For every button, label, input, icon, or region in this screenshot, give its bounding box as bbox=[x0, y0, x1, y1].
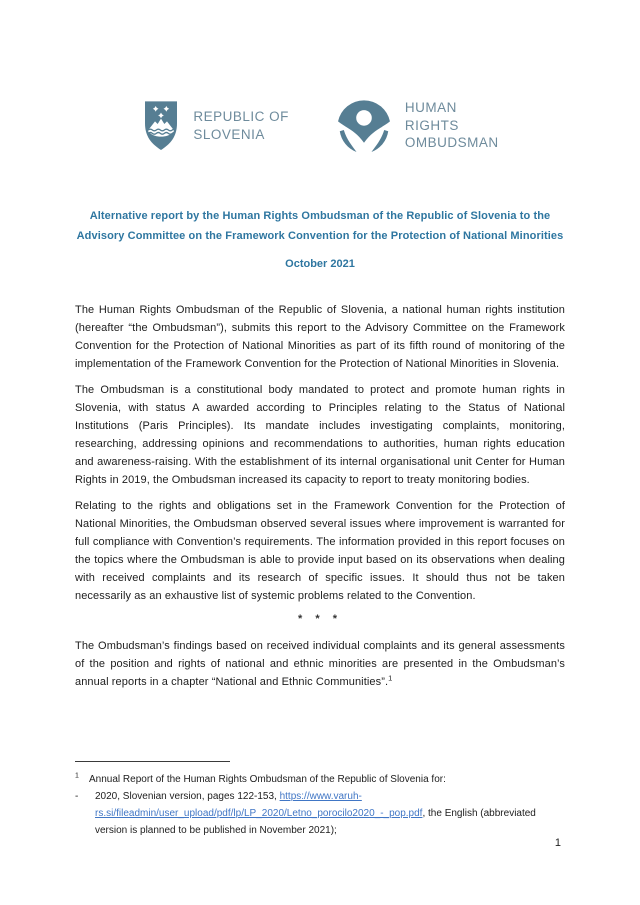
slovenia-logo-line: SLOVENIA bbox=[193, 126, 265, 142]
ombudsman-logo-text bbox=[405, 99, 499, 152]
asterisk-separator: * * * bbox=[298, 613, 342, 625]
footnote-area bbox=[75, 761, 565, 839]
ombudsman-logo-line: OMBUDSMAN bbox=[404, 135, 499, 151]
footnote-item-dash: - bbox=[75, 791, 79, 802]
ombudsman-logo-line: RIGHTS bbox=[404, 117, 459, 133]
page-number: 1 bbox=[554, 837, 561, 849]
ombudsman-logo bbox=[335, 96, 499, 156]
footnote-separator-rule bbox=[75, 761, 230, 762]
report-date: October 2021 bbox=[285, 258, 355, 270]
footnote-marker bbox=[75, 771, 89, 788]
footnote-marker-number: 1 bbox=[75, 772, 79, 780]
ombudsman-logo-line: HUMAN bbox=[404, 100, 457, 116]
footnote-link[interactable]: https://www.varuh-rs.si/fileadmin/user_upload/pdf/lp/LP_2020/Letno_porocilo2020_-_pop.pdf bbox=[95, 791, 423, 819]
footnote-item-before-link: 2020, Slovenian version, pages 122-153, bbox=[95, 791, 280, 802]
footnote-item-after-link: , the English (abbreviated version is planned to be published in November 2021); bbox=[95, 808, 536, 836]
paragraph-introduction: The Human Rights Ombudsman of the Republic of Slovenia, a national human rights institution (hereafter “the Ombudsman”), submits this report to the Advisory Committee on the Framework Convention for the Protection of National Minorities as part of its fifth round of monitoring of the implementation of the Framework Convention for the Protection of National Minorities in Slovenia. bbox=[75, 304, 565, 370]
slovenia-logo-text bbox=[193, 108, 289, 143]
footnote-entry bbox=[75, 771, 565, 788]
report-body bbox=[75, 301, 565, 691]
footnote-text: Annual Report of the Human Rights Ombudsman of the Republic of Slovenia for: bbox=[89, 774, 446, 785]
report-title-line: Alternative report by the Human Rights Ombudsman of the Republic of Slovenia to the bbox=[89, 210, 551, 222]
footnote-item-text bbox=[95, 788, 565, 839]
slovenia-logo-line: REPUBLIC OF bbox=[193, 109, 289, 124]
paragraph-mandate: The Ombudsman is a constitutional body mandated to protect and promote human rights in Slovenia, with status A awarded according to Principles relating to the Status of National Institutions (Paris Principles). Its mandate includes investigating complaints, monitoring, researching, addressing opinions and recommendations to authorities, human rights education and awareness-raising. With the establishment of its internal organisational unit Center for Human Rights in 2019, the Ombudsman increased its capacity to report to treaty monitoring bodies. bbox=[75, 384, 565, 486]
report-title-block bbox=[65, 206, 575, 270]
footnote-list-item bbox=[75, 788, 565, 839]
closing-paragraph-text: The Ombudsman’s findings based on received individual complaints and its general assessments of the position and rights of national and ethnic minorities are presented in the Ombudsman’s annual reports in a chapter “National and Ethnic Communities”. bbox=[75, 640, 565, 688]
paragraph-scope: Relating to the rights and obligations set in the Framework Convention for the Protection of National Minorities, the Ombudsman observed several issues where improvement is warranted for full compliance with Convention’s requirements. The information provided in this report focuses on the topics where the Ombudsman is able to provide input based on its observations when dealing with received complaints and its research of specific issues. It should thus not be taken necessarily as an exhaustive list of systemic problems related to the Convention. bbox=[75, 500, 565, 602]
document-header bbox=[0, 0, 640, 158]
slovenia-logo bbox=[141, 99, 289, 153]
report-title-line: Advisory Committee on the Framework Convention for the Protection of National Minorities bbox=[76, 230, 564, 242]
slovenia-coat-of-arms-icon bbox=[141, 99, 181, 153]
closing-paragraph bbox=[75, 637, 565, 691]
human-figure-circle-icon bbox=[335, 96, 393, 156]
footnote-reference: 1 bbox=[388, 673, 393, 683]
